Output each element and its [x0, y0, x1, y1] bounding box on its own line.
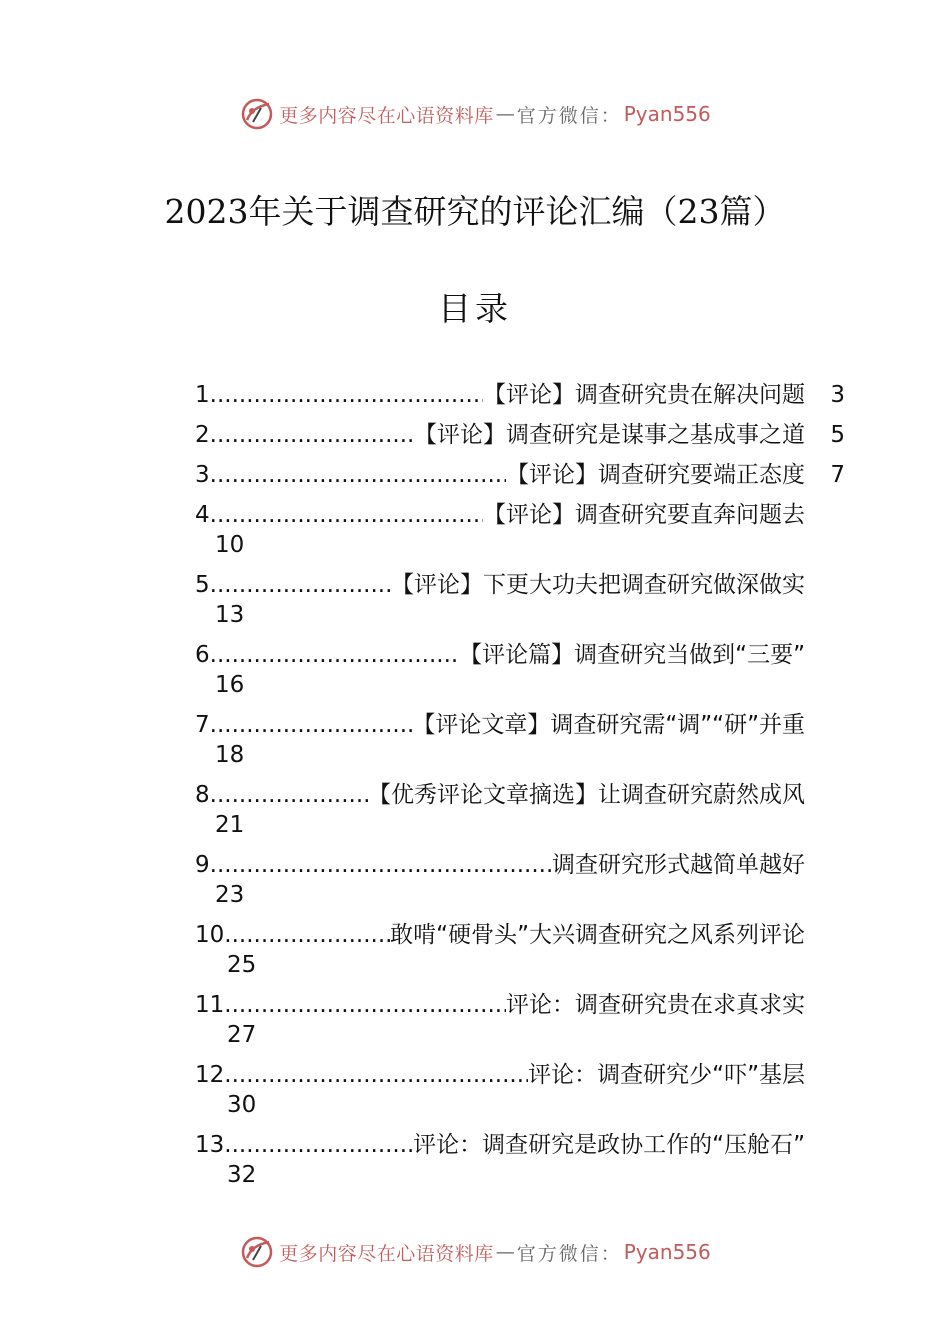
header-banner [0, 94, 950, 134]
toc-entry-page: 25 [227, 952, 257, 978]
toc-entry-number: 9 [195, 852, 210, 878]
toc-leader-dots [224, 1060, 528, 1090]
table-of-contents [195, 380, 845, 1200]
toc-entry-page: 10 [215, 532, 245, 558]
toc-entry-title: 评论：调查研究是政协工作的“压舱石” [413, 1132, 805, 1158]
toc-entry-title: 敢啃“硬骨头”大兴调查研究之风系列评论 [390, 922, 805, 948]
toc-entry-title: 【评论】调查研究要直奔问题去 [483, 502, 805, 528]
toc-leader-dots [210, 640, 460, 670]
toc-entry[interactable] [195, 500, 845, 560]
toc-entry-title: 【评论文章】调查研究需“调”“研”并重 [412, 712, 805, 738]
banner-wechat-id: Pyan556 [623, 102, 711, 126]
toc-entry-page: 16 [215, 672, 245, 698]
banner-wechat-label: 官方微信： [516, 1242, 622, 1265]
toc-leader-dots [224, 1130, 413, 1160]
toc-entry-title: 【优秀评论文章摘选】让调查研究蔚然成风 [368, 782, 805, 808]
toc-entry-title: 评论：调查研究贵在求真求实 [506, 992, 805, 1018]
toc-entry-page: 23 [215, 882, 245, 908]
toc-entry-page: 13 [215, 602, 245, 628]
banner-wechat-id: Pyan556 [623, 1240, 711, 1264]
toc-entry-title: 【评论】调查研究是谋事之基成事之道 [414, 422, 805, 448]
toc-entry-number: 7 [195, 712, 210, 738]
document-title: 2023年关于调查研究的评论汇编（23篇） [164, 192, 786, 231]
toc-entry-number: 6 [195, 642, 210, 668]
toc-entry-page: 32 [227, 1162, 257, 1188]
footer-banner [0, 1232, 950, 1272]
banner-text: 更多内容尽在心语资料库 [279, 1242, 494, 1265]
toc-entry[interactable] [195, 780, 845, 840]
toc-entry-title: 评论：调查研究少“吓”基层 [528, 1062, 805, 1088]
toc-entry[interactable] [195, 420, 845, 450]
toc-entry-title: 【评论】下更大功夫把调查研究做深做实 [391, 572, 805, 598]
toc-heading: 目录 [438, 289, 512, 328]
toc-entry[interactable] [195, 1130, 845, 1190]
toc-entry-number: 8 [195, 782, 210, 808]
toc-entry-page: 27 [227, 1022, 257, 1048]
toc-entry-title: 调查研究形式越简单越好 [552, 852, 805, 878]
toc-entry[interactable] [195, 710, 845, 770]
toc-entry[interactable] [195, 460, 845, 490]
toc-leader-dots [210, 780, 368, 810]
banner-text: 更多内容尽在心语资料库 [279, 104, 494, 127]
brand-logo-icon [239, 96, 275, 132]
toc-entry-number: 1 [195, 382, 210, 408]
toc-entry-number: 4 [195, 502, 210, 528]
toc-entry-title: 【评论篇】调查研究当做到“三要” [459, 642, 805, 668]
toc-entry-page: 5 [830, 422, 845, 448]
toc-entry-title: 【评论】调查研究贵在解决问题 [483, 382, 805, 408]
toc-entry-page: 30 [227, 1092, 257, 1118]
toc-leader-dots [210, 460, 506, 490]
toc-entry-number: 3 [195, 462, 210, 488]
toc-leader-dots [210, 570, 391, 600]
toc-entry[interactable] [195, 850, 845, 910]
toc-leader-dots [210, 850, 552, 880]
toc-leader-dots [210, 380, 483, 410]
toc-entry-page: 3 [830, 382, 845, 408]
toc-entry-page: 18 [215, 742, 245, 768]
toc-entry-number: 13 [195, 1132, 225, 1158]
toc-leader-dots [224, 990, 506, 1020]
toc-entry-page: 21 [215, 812, 245, 838]
toc-leader-dots [210, 710, 413, 740]
toc-leader-dots [210, 500, 483, 530]
banner-separator: — [495, 103, 515, 125]
toc-entry[interactable] [195, 570, 845, 630]
toc-leader-dots [224, 920, 390, 950]
toc-entry[interactable] [195, 1060, 845, 1120]
brand-logo-icon [239, 1234, 275, 1270]
toc-entry-number: 10 [195, 922, 225, 948]
toc-entry-number: 2 [195, 422, 210, 448]
toc-entry-number: 5 [195, 572, 210, 598]
toc-entry[interactable] [195, 380, 845, 410]
toc-entry-number: 11 [195, 992, 225, 1018]
toc-entry-number: 12 [195, 1062, 225, 1088]
banner-separator: — [495, 1241, 515, 1263]
toc-leader-dots [210, 420, 414, 450]
toc-entry-page: 7 [830, 462, 845, 488]
toc-entry-title: 【评论】调查研究要端正态度 [506, 462, 805, 488]
banner-wechat-label: 官方微信： [516, 104, 622, 127]
toc-entry[interactable] [195, 990, 845, 1050]
toc-entry[interactable] [195, 920, 845, 980]
toc-entry[interactable] [195, 640, 845, 700]
